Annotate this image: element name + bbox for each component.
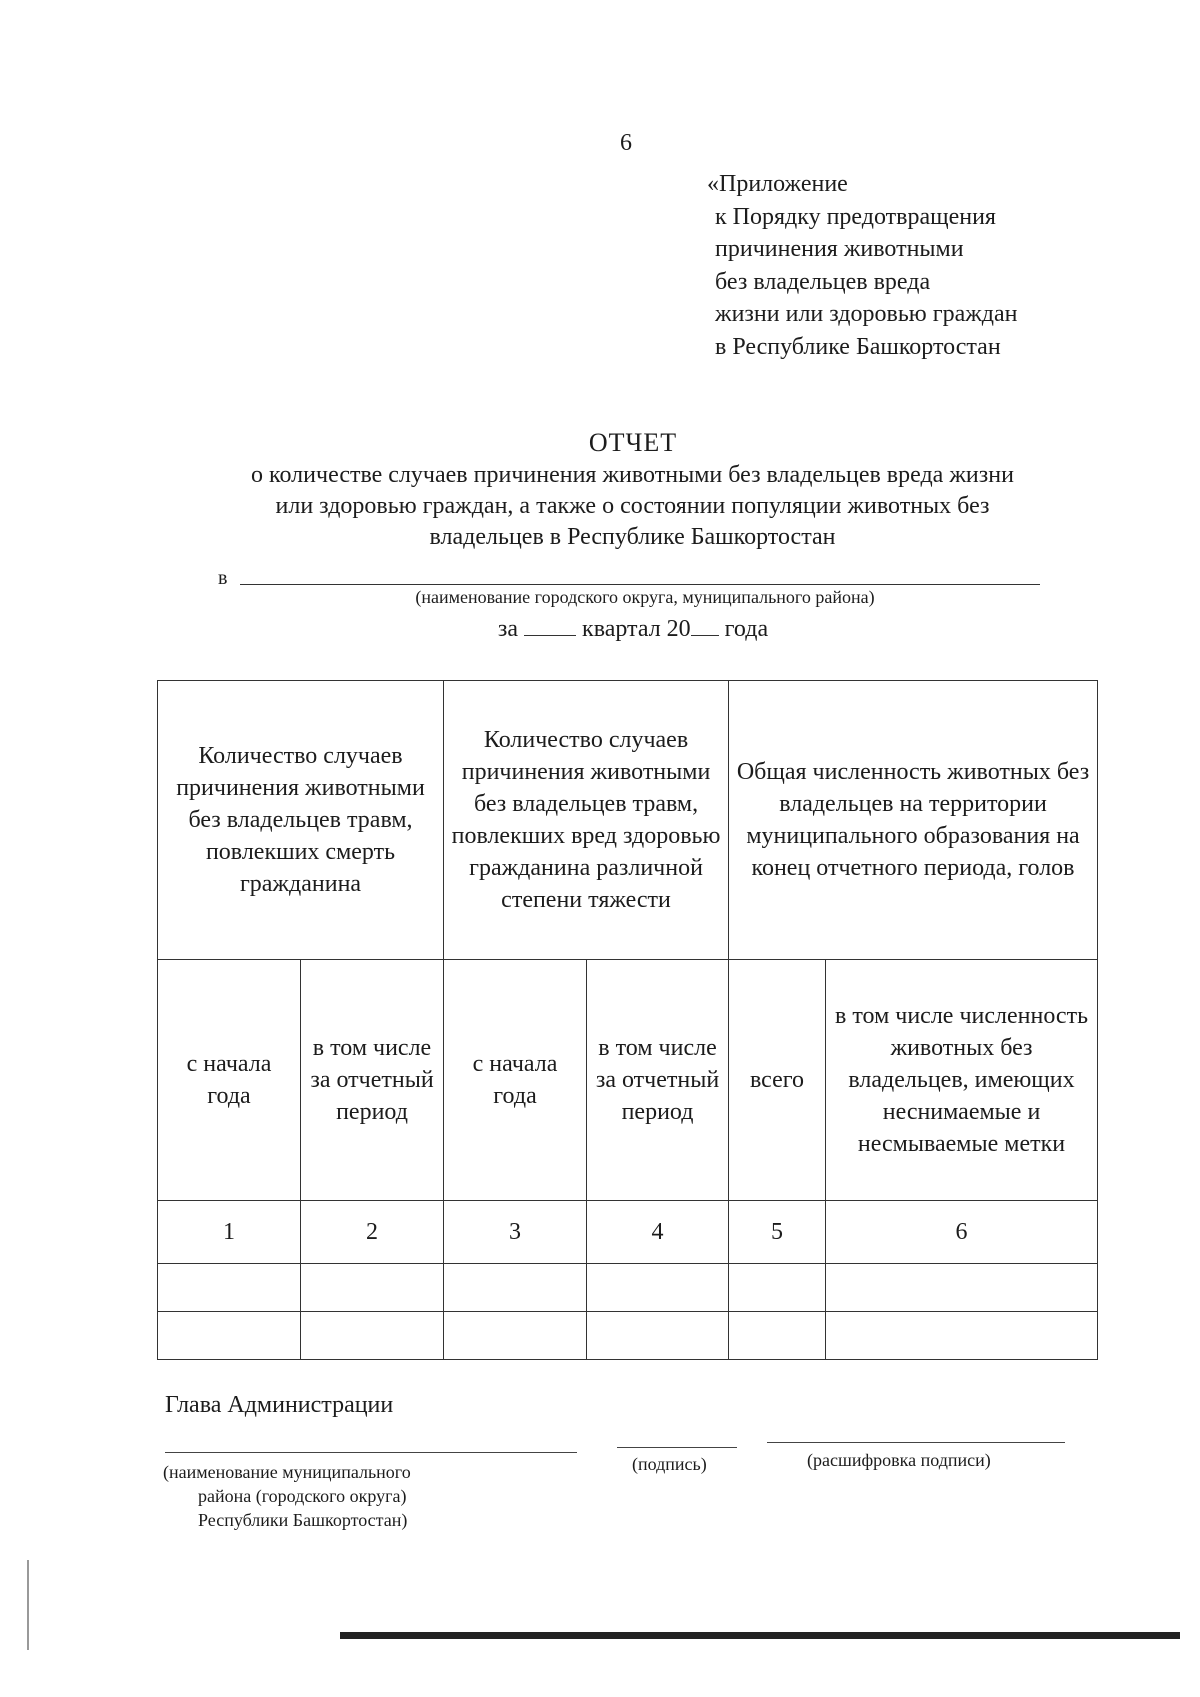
municipality-name-line[interactable] [240, 584, 1040, 585]
data-cell[interactable] [444, 1312, 587, 1360]
header-cell: Общая численность животных без владельцев на территории муниципального образования на конец отчетного периода, голов [729, 681, 1098, 960]
header-cell: Количество случаев причинения животными без владельцев травм, повлекших смерть гражданина [158, 681, 444, 960]
appendix-block [707, 168, 1018, 363]
scan-edge-mark [27, 1560, 29, 1650]
caption-line: (наименование муниципального [163, 1462, 411, 1482]
municipality-caption-block [163, 1460, 411, 1532]
data-cell[interactable] [158, 1312, 301, 1360]
column-number: 2 [301, 1201, 444, 1264]
column-number: 4 [587, 1201, 729, 1264]
column-number: 6 [826, 1201, 1098, 1264]
subheader-cell: в том числе численность животных без владельцев, имеющих неснимаемые и несмываемые метки [826, 960, 1098, 1201]
report-table [157, 680, 1098, 1360]
subheader-cell: с начала года [158, 960, 301, 1201]
municipality-signature-line[interactable] [165, 1452, 577, 1453]
table-subheader-row [158, 960, 1098, 1201]
appendix-line: к Порядку предотвращения [715, 203, 996, 230]
column-number-row [158, 1201, 1098, 1264]
quarter-blank[interactable] [524, 615, 576, 636]
report-title: ОТЧЕТ [588, 428, 678, 457]
signature-caption: (подпись) [632, 1454, 707, 1474]
signatory-title: Глава Администрации [165, 1392, 394, 1418]
scan-artifact-bar [340, 1632, 1180, 1639]
period-suffix: года [724, 616, 769, 642]
subtitle-line: о количестве случаев причинения животными без владельцев вреда жизни [251, 462, 1014, 488]
in-label: в [218, 567, 228, 589]
signature-decode-caption: (расшифровка подписи) [807, 1450, 991, 1470]
subheader-cell: всего [729, 960, 826, 1201]
table-header-row [158, 681, 1098, 960]
signature-decode-line[interactable] [767, 1442, 1065, 1443]
caption-line: района (городского округа) [198, 1486, 407, 1506]
data-cell[interactable] [826, 1264, 1098, 1312]
report-subtitle [150, 460, 1115, 553]
data-cell[interactable] [158, 1264, 301, 1312]
appendix-line: без владельцев вреда [715, 268, 931, 295]
subheader-cell: с начала года [444, 960, 587, 1201]
period-middle: квартал 20 [582, 616, 691, 642]
column-number: 3 [444, 1201, 587, 1264]
appendix-line: «Приложение [707, 171, 848, 197]
municipality-caption: (наименование городского округа, муниципального района) [415, 587, 875, 607]
data-cell[interactable] [729, 1264, 826, 1312]
data-cell[interactable] [587, 1312, 729, 1360]
year-blank[interactable] [691, 615, 719, 636]
column-number: 5 [729, 1201, 826, 1264]
period-prefix: за [497, 616, 519, 642]
data-cell[interactable] [587, 1264, 729, 1312]
appendix-line: в Республике Башкортостан [715, 333, 1001, 360]
column-number: 1 [158, 1201, 301, 1264]
subheader-cell: в том числе за отчетный период [301, 960, 444, 1201]
subheader-cell: в том числе за отчетный период [587, 960, 729, 1201]
subtitle-line: владельцев в Республике Башкортостан [429, 524, 836, 550]
header-cell: Количество случаев причинения животными без владельцев травм, повлекших вред здоровью гражданина различной степени тяжести [444, 681, 729, 960]
caption-line: Республики Башкортостан) [198, 1510, 408, 1530]
data-cell[interactable] [729, 1312, 826, 1360]
page-number: 6 [620, 130, 632, 156]
table-row [158, 1312, 1098, 1360]
data-cell[interactable] [444, 1264, 587, 1312]
table-row [158, 1264, 1098, 1312]
data-cell[interactable] [826, 1312, 1098, 1360]
subtitle-line: или здоровью граждан, а также о состоянии популяции животных без [275, 493, 990, 519]
report-period [0, 615, 1200, 643]
data-cell[interactable] [301, 1264, 444, 1312]
signature-line[interactable] [617, 1447, 737, 1448]
data-cell[interactable] [301, 1312, 444, 1360]
appendix-line: жизни или здоровью граждан [715, 301, 1018, 327]
appendix-line: причинения животными [715, 236, 964, 262]
